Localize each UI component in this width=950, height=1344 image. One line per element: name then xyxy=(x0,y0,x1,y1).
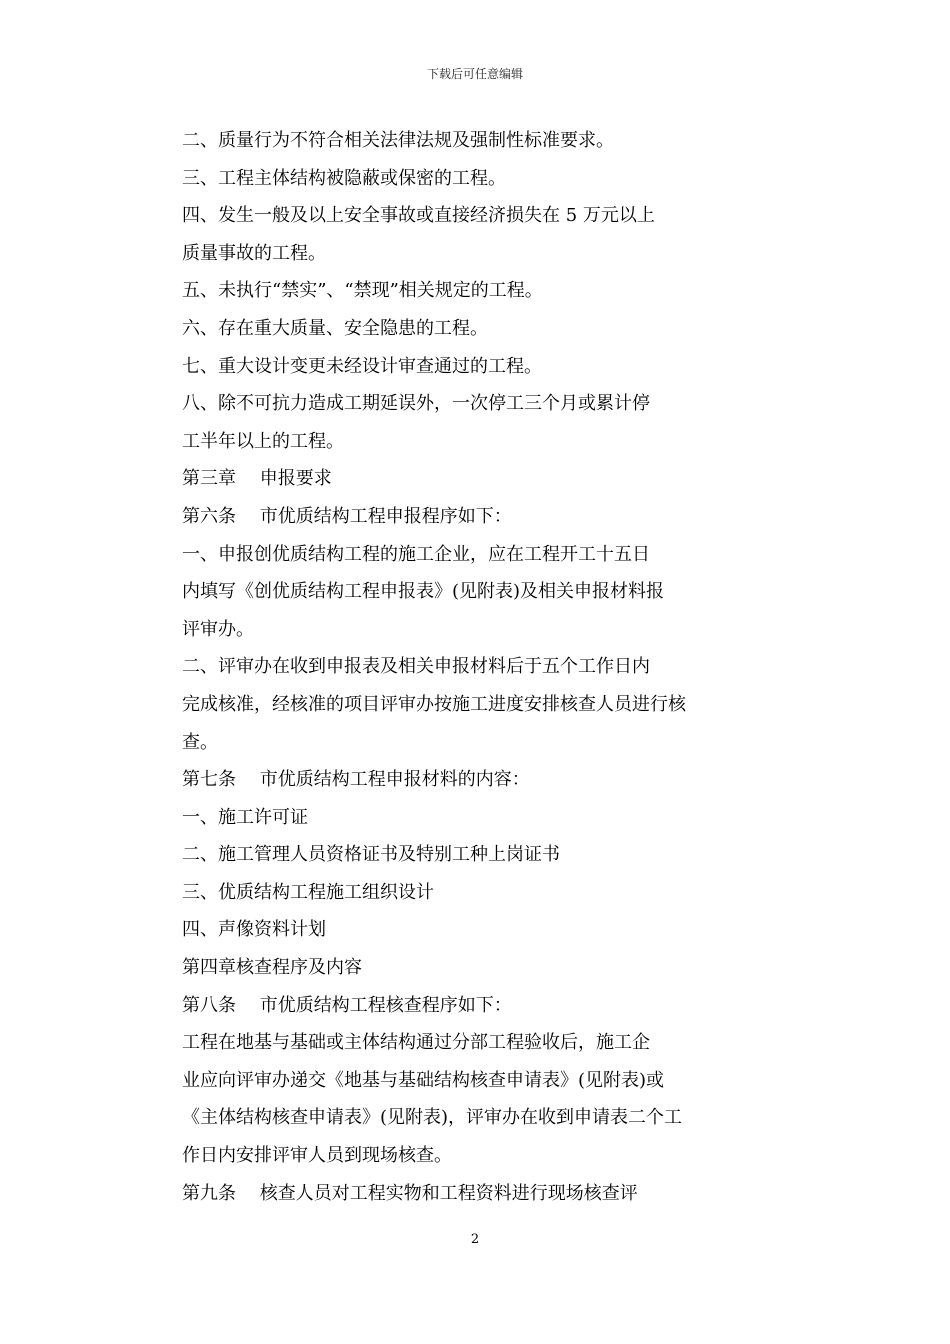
text-line: 三、优质结构工程施工组织设计 xyxy=(182,881,434,903)
text-line: 工半年以上的工程。 xyxy=(182,430,344,452)
text-line: 三、工程主体结构被隐蔽或保密的工程。 xyxy=(182,167,506,189)
text-line: 《主体结构核查申请表》(见附表)，评审办在收到申请表二个工 xyxy=(182,1107,683,1129)
text-line: 完成核准，经核准的项目评审办按施工进度安排核查人员进行核 xyxy=(182,693,686,715)
text-line: 五、未执行“禁实”、“禁现”相关规定的工程。 xyxy=(182,280,543,302)
article-heading: 第七条 市优质结构工程申报材料的内容： xyxy=(182,769,530,791)
text-line: 内填写《创优质结构工程申报表》(见附表)及相关申报材料报 xyxy=(182,581,665,603)
text-line: 业应向评审办递交《地基与基础结构核查申请表》(见附表)或 xyxy=(182,1069,665,1091)
text-line: 工程在地基与基础或主体结构通过分部工程验收后，施工企 xyxy=(182,1032,650,1054)
text-line: 一、施工许可证 xyxy=(182,806,308,828)
chapter-heading: 第三章 申报要求 xyxy=(182,468,332,490)
chapter-heading: 第四章核查程序及内容 xyxy=(182,957,362,979)
article-heading: 第九条 核查人员对工程实物和工程资料进行现场核查评 xyxy=(182,1182,638,1204)
text-line: 二、质量行为不符合相关法律法规及强制性标准要求。 xyxy=(182,130,614,151)
text-line: 作日内安排评审人员到现场核查。 xyxy=(182,1145,452,1167)
text-line: 一、申报创优质结构工程的施工企业，应在工程开工十五日 xyxy=(182,543,650,565)
text-line: 质量事故的工程。 xyxy=(182,242,326,264)
page-header-note: 下载后可任意编辑 xyxy=(426,67,523,81)
text-line: 查。 xyxy=(182,731,218,753)
text-line: 二、评审办在收到申报表及相关申报材料后于五个工作日内 xyxy=(182,656,650,678)
text-line: 二、施工管理人员资格证书及特别工种上岗证书 xyxy=(182,844,560,866)
article-heading: 第八条 市优质结构工程核查程序如下： xyxy=(182,994,512,1016)
text-line: 七、重大设计变更未经设计审查通过的工程。 xyxy=(182,355,542,377)
document-body xyxy=(182,122,742,1212)
text-line: 四、声像资料计划 xyxy=(182,919,326,941)
text-line: 评审办。 xyxy=(182,618,254,640)
text-line: 四、发生一般及以上安全事故或直接经济损失在 5 万元以上 xyxy=(182,205,655,227)
article-heading: 第六条 市优质结构工程申报程序如下： xyxy=(182,505,512,527)
text-line: 六、存在重大质量、安全隐患的工程。 xyxy=(182,317,488,339)
page-number: 2 xyxy=(470,1232,480,1247)
text-line: 八、除不可抗力造成工期延误外，一次停工三个月或累计停 xyxy=(182,393,650,415)
